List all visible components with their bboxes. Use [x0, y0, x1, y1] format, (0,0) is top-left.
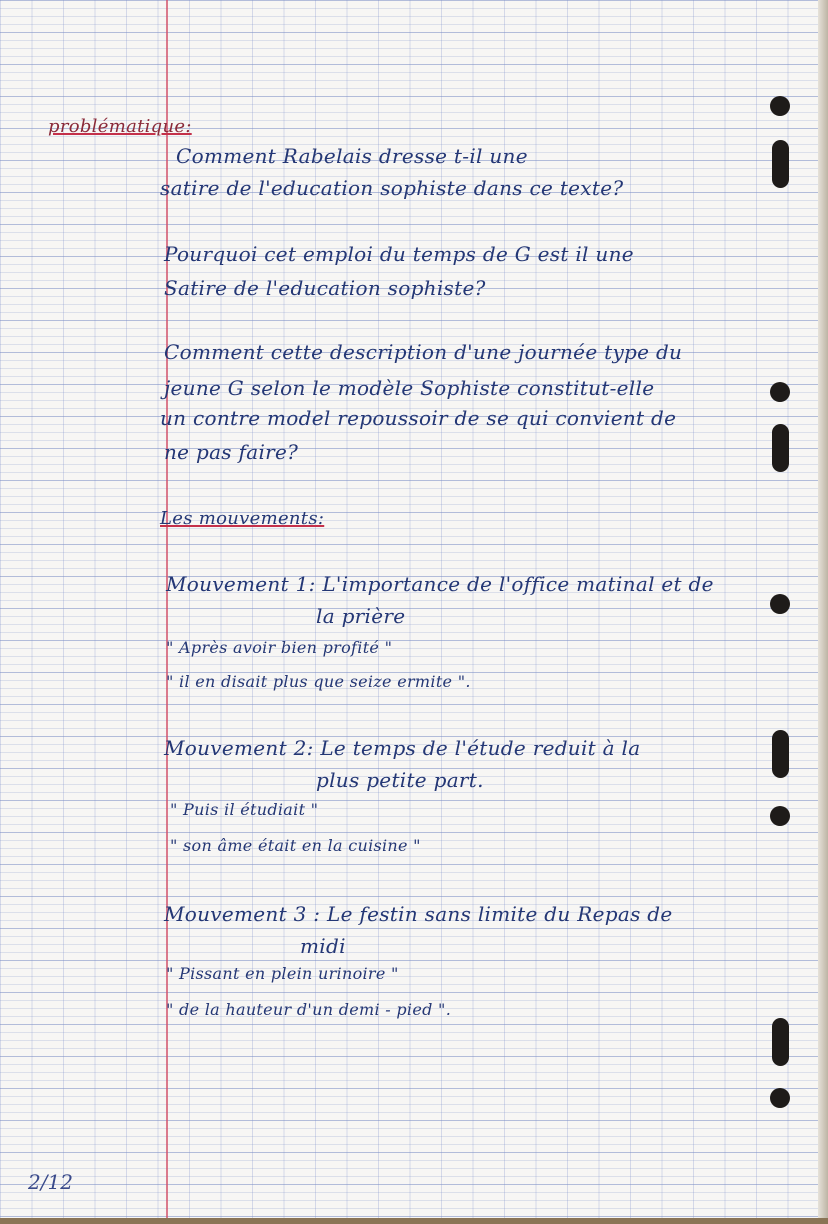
mouvement-2-quote-2: " son âme était en la cuisine " — [170, 836, 421, 855]
problematique-3-line-3: un contre model repoussoir de se qui convient de — [160, 406, 677, 430]
mouvement-3-quote-1: " Pissant en plein urinoire " — [166, 964, 399, 983]
mouvement-3-title-line-1: Mouvement 3 : Le festin sans limite du Repas de — [164, 902, 673, 926]
problematique-2-line-1: Pourquoi cet emploi du temps de G est il une — [164, 242, 634, 266]
binder-hole-oval — [772, 140, 789, 188]
problematique-heading: problématique: — [48, 116, 192, 137]
problematique-1-line-2: satire de l'education sophiste dans ce texte? — [160, 176, 624, 200]
table-surface — [0, 1218, 828, 1224]
binder-hole-round — [770, 806, 790, 826]
mouvement-1-quote-2: " il en disait plus que seize ermite ". — [166, 672, 471, 691]
problematique-3-line-4: ne pas faire? — [164, 440, 299, 464]
problematique-2-line-2: Satire de l'education sophiste? — [164, 276, 486, 300]
problematique-3-line-1: Comment cette description d'une journée type du — [164, 340, 683, 364]
binder-hole-oval — [772, 730, 789, 778]
page-number: 2/12 — [28, 1170, 73, 1194]
problematique-3-line-2: jeune G selon le modèle Sophiste constitut-elle — [164, 376, 655, 400]
binder-hole-round — [770, 382, 790, 402]
mouvement-1-quote-1: " Après avoir bien profité " — [166, 638, 393, 657]
problematique-1-line-1: Comment Rabelais dresse t-il une — [176, 144, 528, 168]
binder-hole-round — [770, 1088, 790, 1108]
mouvement-3-title-line-2: midi — [300, 934, 346, 958]
binder-hole-round — [770, 96, 790, 116]
mouvement-1-title-line-1: Mouvement 1: L'importance de l'office matinal et de — [166, 572, 714, 596]
binder-hole-oval — [772, 424, 789, 472]
mouvement-2-quote-1: " Puis il étudiait " — [170, 800, 319, 819]
mouvement-2-title-line-1: Mouvement 2: Le temps de l'étude reduit à la — [164, 736, 641, 760]
mouvements-heading: Les mouvements: — [160, 508, 325, 529]
page-edge-shadow — [818, 0, 828, 1224]
mouvement-3-quote-2: " de la hauteur d'un demi - pied ". — [166, 1000, 452, 1019]
mouvement-1-title-line-2: la prière — [316, 604, 406, 628]
binder-hole-round — [770, 594, 790, 614]
mouvement-2-title-line-2: plus petite part. — [316, 768, 484, 792]
binder-hole-oval — [772, 1018, 789, 1066]
